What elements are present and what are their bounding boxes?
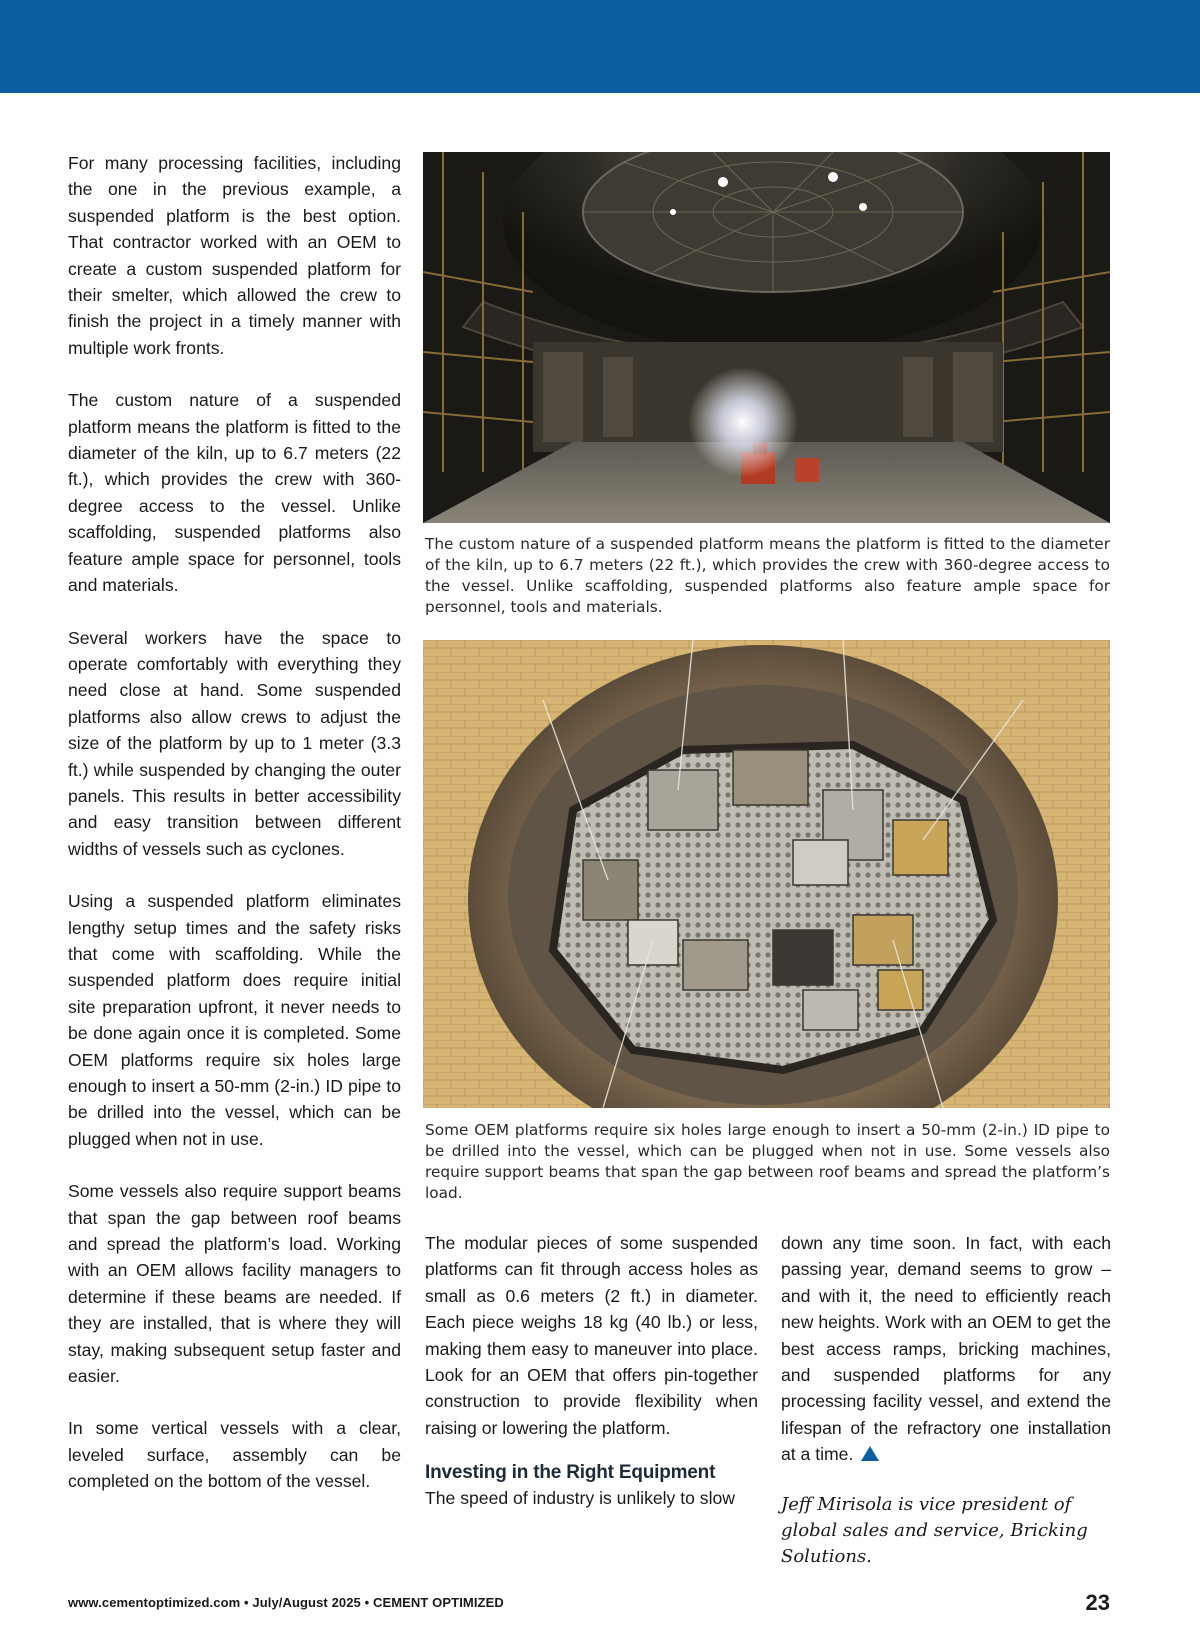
section-heading: Investing in the Right Equipment [425, 1462, 716, 1484]
body-paragraph: In some vertical vessels with a clear, leveled surface, assembly can be completed on the bottom of the vessel. [68, 1418, 401, 1492]
closing-paragraph [781, 1230, 1111, 1468]
body-paragraph: Using a suspended platform eliminates lengthy setup times and the safety risks that come with scaffolding. While the suspended platform does require initial site preparation upfront, it never needs to be done again once it is completed. Some OEM platforms require six holes large enough to insert a 50-mm (2-in.) ID pipe to be drilled into the vessel, which can be plugged when not in use. [68, 891, 401, 1149]
right-column [781, 1230, 1111, 1570]
kiln-interior-photo [423, 152, 1110, 523]
page-number: 23 [1085, 1590, 1110, 1615]
author-byline: Jeff Mirisola is vice president of global sales and service, Bricking Solutions. [781, 1493, 1088, 1567]
vessel-platform-photo [423, 640, 1110, 1108]
body-paragraph: For many processing facilities, including the one in the previous example, a suspended platform is the best option. That contractor worked with an OEM to create a custom suspended platform for their smelter, which allowed the crew to finish the project in a timely manner with multiple work fronts. [68, 153, 401, 358]
body-paragraph: Several workers have the space to operate comfortably with everything they need close at hand. Some suspended platforms also allow crews to adjust the size of the platform by up to 1 meter (3.3 ft.) while suspended by changing the outer panels. This results in better accessibility and easy transition between different widths of vessels such as cyclones. [68, 627, 401, 859]
body-paragraph: The custom nature of a suspended platform means the platform is fitted to the diameter of the kiln, up to 6.7 meters (22 ft.), which provides the crew with 360-degree access to the vessel. Unlike scaffolding, suspended platforms also feature ample space for personnel, tools and materials. [68, 390, 401, 596]
body-paragraph: Some vessels also require support beams that span the gap between roof beams and spread the platform’s load. Working with an OEM allows facility managers to determine if these beams are needed. If they are installed, that is where they will stay, making subsequent setup faster and easier. [68, 1181, 401, 1387]
footer-text: www.cementoptimized.com • July/August 2025 • CEMENT OPTIMIZED [68, 1595, 504, 1610]
top-photo-caption: The custom nature of a suspended platform means the platform is fitted to the diameter of the kiln, up to 6.7 meters (22 ft.), which provides the crew with 360-degree access to the vessel. Unlike scaffolding, suspended platforms also feature ample space for personnel, tools and materials. [425, 535, 1110, 616]
left-column [68, 150, 401, 1521]
triangle-end-icon [861, 1446, 879, 1461]
middle-column [425, 1230, 758, 1532]
page-footer [68, 1590, 1110, 1618]
bottom-photo-caption: Some OEM platforms require six holes large enough to insert a 50-mm (2-in.) ID pipe to be drilled into the vessel, which can be plugged when not in use. Some vessels also require support beams that span the gap between roof beams and spread the platform’s load. [425, 1121, 1110, 1202]
body-paragraph: The speed of industry is unlikely to slow [425, 1488, 735, 1509]
body-paragraph: The modular pieces of some suspended platforms can fit through access holes as small as 0.6 meters (2 ft.) in diameter. Each piece weighs 18 kg (40 lb.) or less, making them easy to maneuver into place. Look for an OEM that offers pin-together construction to provide flexibility when raising or lowering the platform. [425, 1233, 758, 1438]
closing-paragraph-text: down any time soon. In fact, with each passing year, demand seems to grow – and with it, the need to efficiently reach new heights. Work with an OEM to get the best access ramps, bricking machines, and suspended platforms for any processing facility vessel, and extend the lifespan of the refractory one installation at a time. [781, 1233, 1111, 1465]
header-band [0, 0, 1200, 93]
